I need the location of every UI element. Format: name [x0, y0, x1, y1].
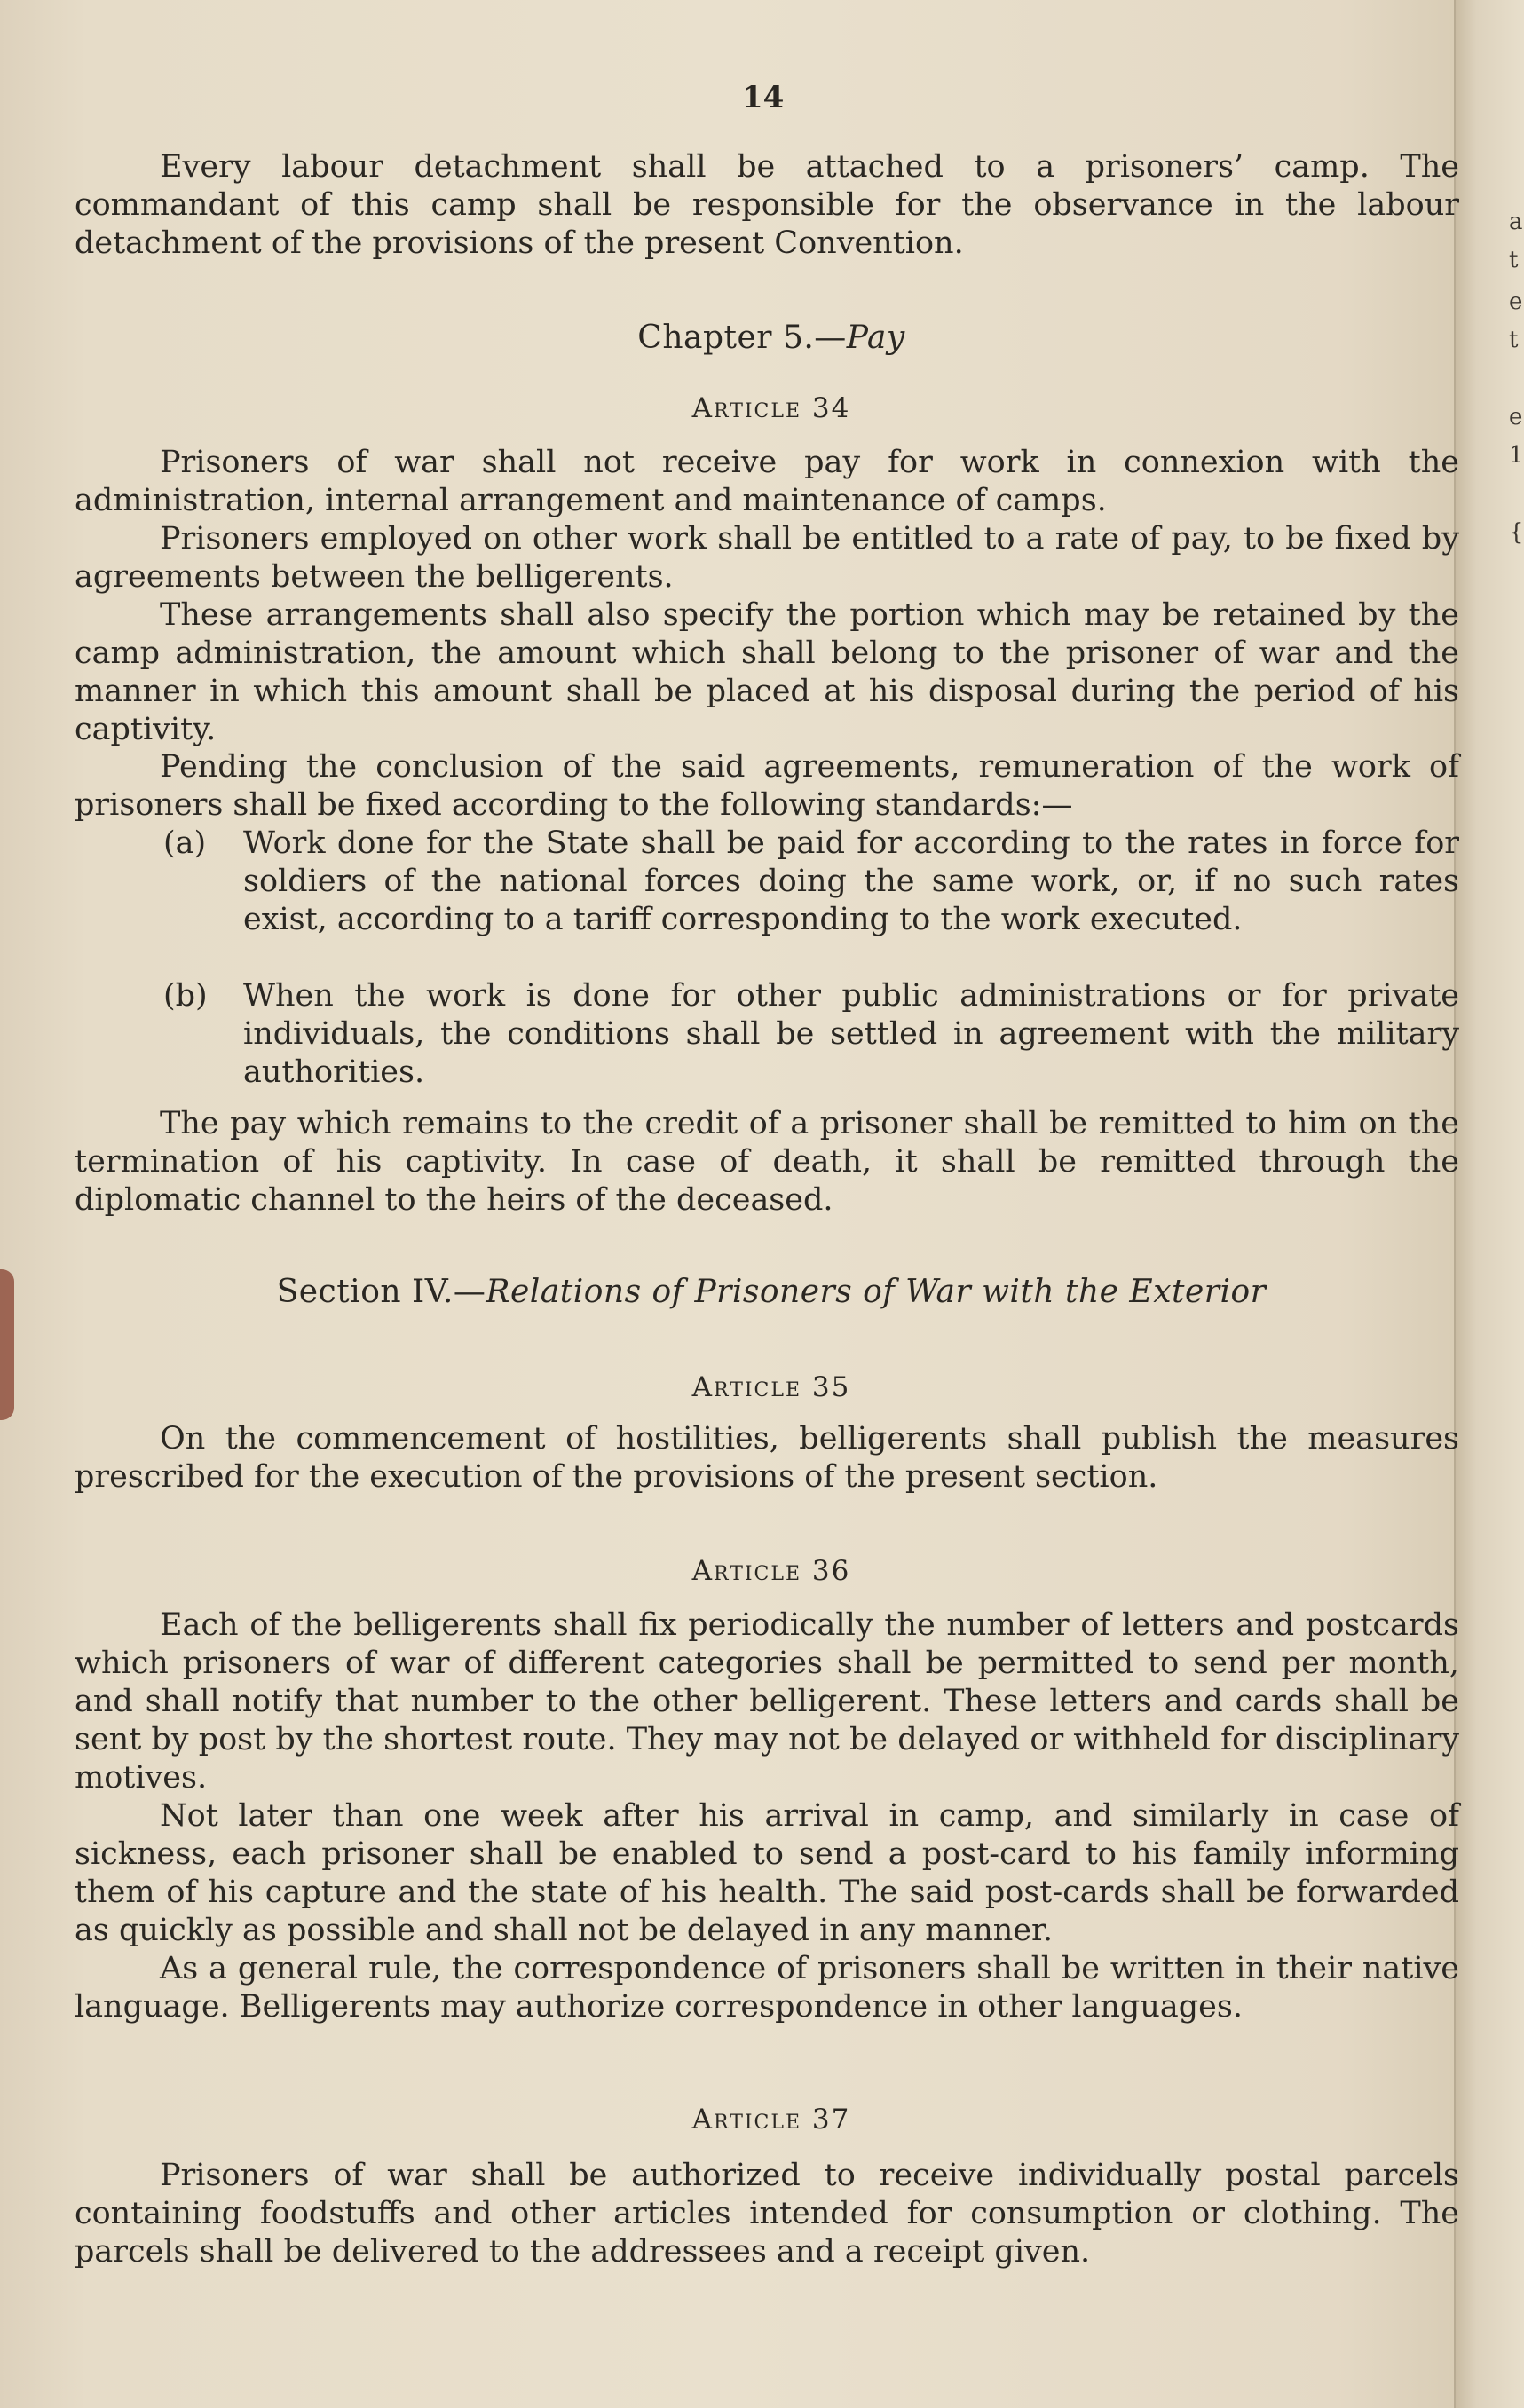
article-36-heading: Article 36 [691, 1555, 851, 1587]
chapter-heading [75, 320, 1468, 356]
section-title: Relations of Prisoners of War with the Exterior [486, 1274, 1267, 1310]
edge-letter: { [1509, 519, 1524, 546]
article-34-heading: Article 34 [691, 392, 851, 424]
chapter-title: Pay [846, 320, 905, 356]
article-34-paragraph-4: Pending the conclusion of the said agreements, remuneration of the work of prisoners shall be fixed according to the following standards:— [75, 749, 1459, 823]
page-number: 14 [742, 80, 785, 115]
facing-page-edge [1454, 0, 1524, 2408]
edge-letter: e [1509, 404, 1523, 430]
article-37-heading: Article 37 [691, 2104, 851, 2136]
article-36-paragraph-2: Not later than one week after his arrival in camp, and similarly in case of sickness, each prisoner shall be enabled to send a post-card to his family informing them of his capture and the state of his health. The said post-cards shall be forwarded as quickly as possible and shall not be delayed in any manner. [75, 1798, 1459, 1948]
article-34-paragraph-3: These arrangements shall also specify the portion which may be retained by the camp administration, the amount which shall belong to the prisoner of war and the manner in which this amount shall be placed at his disposal during the period of his captivity. [75, 597, 1459, 747]
article-36-paragraph-3: As a general rule, the correspondence of prisoners shall be written in their native language. Belligerents may authorize correspondence in other languages. [75, 1951, 1459, 2025]
edge-letter: e [1509, 288, 1523, 315]
edge-letter: t [1509, 247, 1519, 273]
article-35-heading: Article 35 [691, 1371, 851, 1403]
article-37-text: Prisoners of war shall be authorized to receive individually postal parcels containing foodstuffs and other articles intended for consumption or clothing. The parcels shall be delivered to the addressees and a receipt given. [75, 2158, 1459, 2270]
article-34-closing: The pay which remains to the credit of a prisoner shall be remitted to him on the termination of his captivity. In case of death, it shall be remitted through the diplomatic channel to the heirs of the deceased. [75, 1106, 1459, 1218]
item-b-label: (b) [163, 978, 208, 1014]
section-heading [75, 1274, 1468, 1310]
intro-paragraph: Every labour detachment shall be attached to a prisoners’ camp. The commandant of this camp shall be responsible for the observance in the labour detachment of the provisions of the present Convention. [75, 149, 1459, 261]
edge-letter: t [1509, 327, 1519, 353]
article-36-paragraph-1: Each of the belligerents shall fix periodically the number of letters and postcards which prisoners of war of different categories shall be permitted to send per month, and shall notify that number to the other belligerent. These letters and cards shall be sent by post by the shortest route. They may not be delayed or withheld for disciplinary motives. [75, 1607, 1459, 1796]
binding-mark [0, 1269, 14, 1420]
chapter-label: Chapter 5.— [637, 320, 847, 356]
edge-letter: a [1509, 209, 1523, 235]
article-34-paragraph-2: Prisoners employed on other work shall be entitled to a rate of pay, to be fixed by agreements between the belligerents. [75, 521, 1459, 595]
article-34-paragraph-1: Prisoners of war shall not receive pay for work in connexion with the administration, internal arrangement and maintenance of camps. [75, 445, 1459, 518]
item-a-text: Work done for the State shall be paid for according to the rates in force for soldiers of the national forces doing the same work, or, if no such rates exist, according to a tariff corresponding to the work executed. [243, 825, 1459, 937]
item-b-text: When the work is done for other public administrations or for private individuals, the conditions shall be settled in agreement with the military authorities. [243, 978, 1459, 1090]
article-35-text: On the commencement of hostilities, belligerents shall publish the measures prescribed for the execution of the provisions of the present section. [75, 1421, 1459, 1495]
section-label: Section IV.— [276, 1274, 486, 1310]
item-a-label: (a) [163, 825, 207, 861]
edge-letter: 1 [1509, 442, 1524, 469]
